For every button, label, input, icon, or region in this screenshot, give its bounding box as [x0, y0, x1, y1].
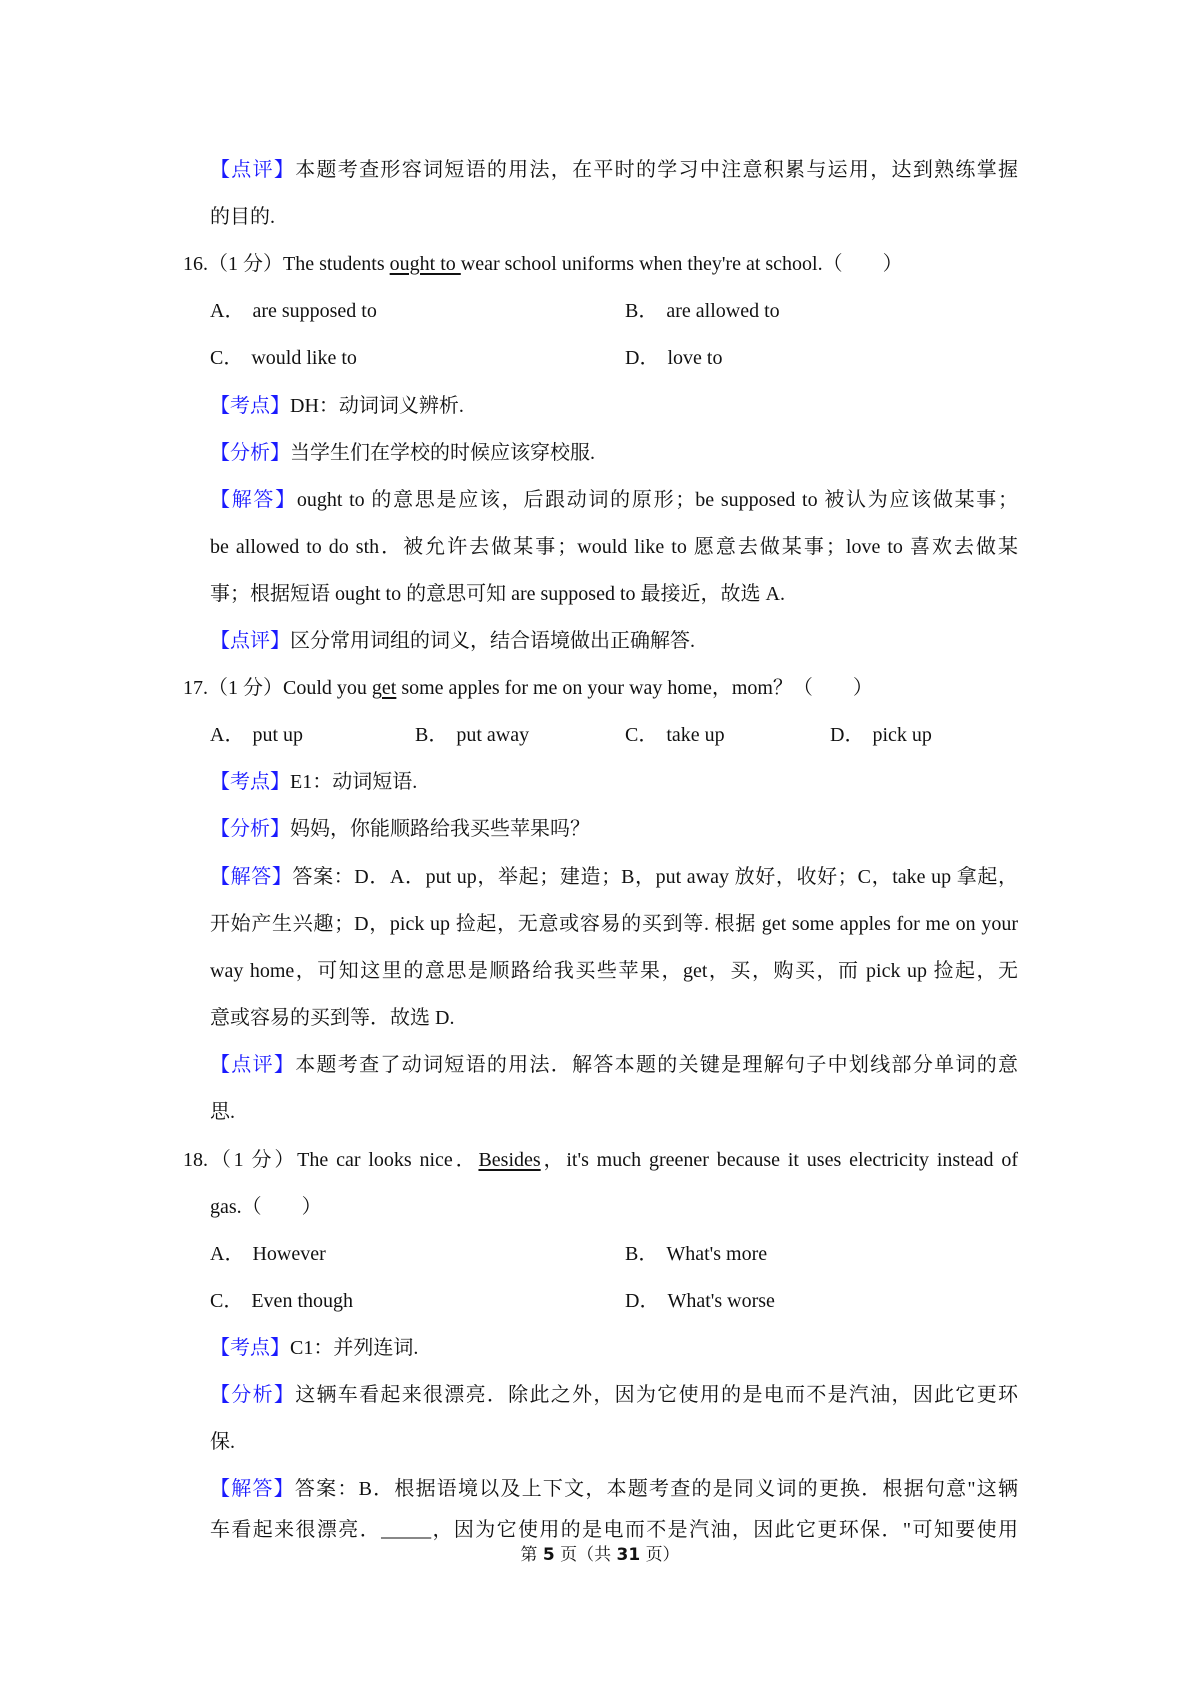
underlined-phrase: get	[371, 677, 397, 699]
text-segment: 页）	[645, 1545, 680, 1565]
text-segment: love to	[667, 347, 723, 369]
q17-answer-line-2: 开始产生兴趣；D，pick up 捡起，无意或容易的买到等. 根据 get some apples for me on your	[210, 913, 1018, 935]
text-segment: 17.（1 分）	[183, 677, 283, 699]
option-letter: B．	[625, 1243, 659, 1265]
text-segment: C1：并列连词.	[290, 1337, 419, 1359]
prev-comment-line-2: 的目的.	[210, 206, 275, 228]
text-segment: What's more	[666, 1243, 768, 1265]
q16-answer-line-3: 事；根据短语 ought to 的意思可知 are supposed to 最接近，故选 A.	[210, 583, 785, 605]
text-segment: 区分常用词组的词义，结合语境做出正确解答.	[290, 630, 695, 652]
option-letter: C．	[625, 724, 659, 746]
comment-tag: 【点评】	[210, 159, 296, 181]
section-tag: 【分析】	[210, 1384, 296, 1406]
section-tag: 【解答】	[210, 1478, 295, 1500]
q17-comment-line-1	[210, 1053, 1018, 1077]
text-segment: 本题考查形容词短语的用法，在平时的学习中注意积累与运用，达到熟练掌握	[295, 159, 1019, 181]
q17-option-d[interactable]	[830, 723, 932, 747]
q16-option-b[interactable]	[625, 299, 780, 323]
text-segment: would like to	[251, 347, 357, 369]
text-segment: However	[252, 1243, 326, 1265]
text-segment: What's worse	[667, 1290, 775, 1312]
text-segment: 妈妈，你能顺路给我买些苹果吗？	[290, 818, 590, 840]
option-letter: A．	[210, 1243, 245, 1265]
total-pages: 31	[616, 1545, 641, 1565]
option-letter: B．	[625, 300, 659, 322]
text-segment: some apples for me on your way home，mom？（ ）	[396, 677, 873, 699]
q16-option-a[interactable]	[210, 299, 377, 323]
section-tag: 【解答】	[210, 866, 293, 888]
q17-option-b[interactable]	[415, 723, 529, 747]
text-segment: 当学生们在学校的时候应该穿校服.	[290, 442, 595, 464]
q17-analysis	[210, 817, 590, 841]
q18-analysis-line-2: 保.	[210, 1431, 235, 1453]
q17-answer-line-4: 意或容易的买到等．故选 D.	[210, 1007, 455, 1029]
option-letter: A．	[210, 300, 245, 322]
text-segment: 第	[520, 1545, 538, 1565]
section-tag: 【点评】	[210, 630, 290, 652]
q18-option-d[interactable]	[625, 1289, 775, 1313]
section-tag: 【考点】	[210, 771, 290, 793]
text-segment: put away	[456, 724, 530, 746]
text-segment: take up	[666, 724, 725, 746]
q18-option-a[interactable]	[210, 1242, 326, 1266]
q17-point	[210, 770, 417, 794]
section-tag: 【分析】	[210, 818, 290, 840]
text-segment: 16.（1 分）	[183, 253, 283, 275]
prev-comment-line-1	[210, 158, 1018, 182]
text-segment: Could you	[283, 677, 372, 699]
text-segment: ，it's much greener because it uses electricity instead of	[540, 1149, 1018, 1171]
text-segment: 答案：B．根据语境以及上下文，本题考查的是同义词的更换．根据句意"这辆	[294, 1478, 1019, 1500]
text-segment: 答案：D．A．put up，举起；建造；B，put away 放好，收好；C，take up 拿起，	[292, 866, 1019, 888]
underlined-phrase: ought to	[389, 253, 461, 275]
option-letter: C．	[210, 1290, 244, 1312]
section-tag: 【解答】	[210, 489, 297, 511]
option-letter: D．	[830, 724, 865, 746]
section-tag: 【考点】	[210, 1337, 290, 1359]
question-16-stem	[183, 252, 903, 276]
option-letter: D．	[625, 347, 660, 369]
underlined-phrase: Besides	[478, 1149, 541, 1171]
q17-option-c[interactable]	[625, 723, 725, 747]
q16-point	[210, 394, 464, 418]
text-segment: wear school uniforms when they're at school.（ ）	[460, 253, 903, 275]
text-segment: 18.（1 分）	[183, 1149, 298, 1171]
section-tag: 【点评】	[210, 1054, 296, 1076]
q18-analysis-line-1	[210, 1383, 1018, 1407]
q18-option-b[interactable]	[625, 1242, 767, 1266]
q17-comment-line-2: 思.	[210, 1101, 235, 1123]
q18-answer-line-2: 车看起来很漂亮．_____，因为它使用的是电而不是汽油，因此它更环保．"可知要使用	[210, 1519, 1018, 1541]
section-tag: 【分析】	[210, 442, 290, 464]
question-17-stem	[183, 676, 873, 700]
text-segment: ought to 的意思是应该，后跟动词的原形；be supposed to 被认为应该做某事；	[296, 489, 1018, 511]
text-segment: pick up	[872, 724, 932, 746]
q17-answer-line-3: way home，可知这里的意思是顺路给我买些苹果，get，买，购买，而 pick up 捡起，无	[210, 960, 1018, 982]
q16-option-d[interactable]	[625, 346, 722, 370]
text-segment: 页（共	[560, 1545, 612, 1565]
q18-answer-line-1	[210, 1477, 1018, 1501]
current-page: 5	[542, 1545, 555, 1565]
q18-option-c[interactable]	[210, 1289, 353, 1313]
option-letter: D．	[625, 1290, 660, 1312]
text-segment: are allowed to	[666, 300, 780, 322]
text-segment: DH：动词词义辨析.	[290, 395, 464, 417]
option-letter: C．	[210, 347, 244, 369]
q16-answer-line-1	[210, 488, 1018, 512]
q18-point	[210, 1336, 418, 1360]
q17-option-a[interactable]	[210, 723, 303, 747]
question-18-stem	[183, 1148, 1018, 1172]
page-footer	[0, 1545, 1200, 1565]
q16-comment	[210, 629, 695, 653]
text-segment: The students	[283, 253, 390, 275]
q16-answer-line-2: be allowed to do sth．被允许去做某事；would like to 愿意去做某事；love to 喜欢去做某	[210, 536, 1018, 558]
text-segment: 本题考查了动词短语的用法．解答本题的关键是理解句子中划线部分单词的意	[295, 1054, 1019, 1076]
option-letter: B．	[415, 724, 449, 746]
q16-analysis	[210, 441, 595, 465]
text-segment: 这辆车看起来很漂亮．除此之外，因为它使用的是电而不是汽油，因此它更环	[295, 1384, 1019, 1406]
q16-option-c[interactable]	[210, 346, 357, 370]
text-segment: Even though	[251, 1290, 353, 1312]
text-segment: are supposed to	[252, 300, 377, 322]
text-segment: put up	[252, 724, 304, 746]
option-letter: A．	[210, 724, 245, 746]
q17-answer-line-1	[210, 865, 1018, 889]
section-tag: 【考点】	[210, 395, 290, 417]
text-segment: E1：动词短语.	[290, 771, 418, 793]
text-segment: The car looks nice．	[297, 1149, 479, 1171]
question-18-stem-line-2: gas.（ ）	[210, 1196, 322, 1218]
